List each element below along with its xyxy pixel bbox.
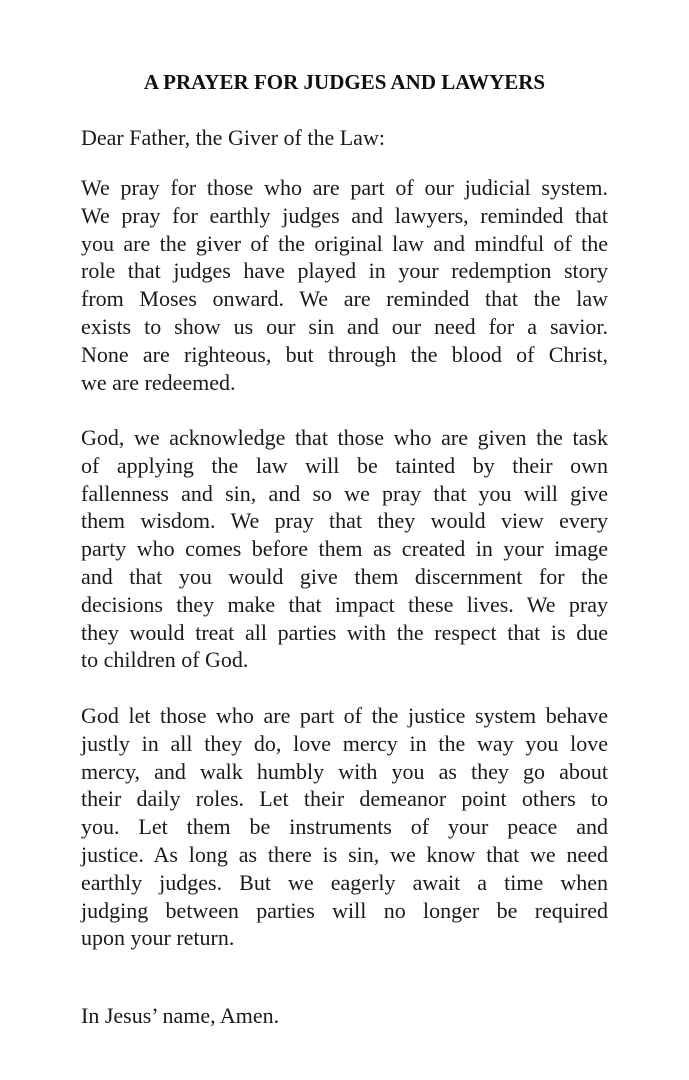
paragraph-line: None are righteous, but through the blood of Christ, [81, 341, 608, 367]
paragraph-line: God let those who are part of the justice system behave [81, 703, 608, 728]
paragraph-line: decisions they make that impact these lives. We pray [81, 591, 608, 617]
paragraph-line: they would treat all parties with the respect that is due [81, 619, 608, 645]
paragraph-line: mercy, and walk humbly with you as they go about [81, 758, 608, 784]
paragraph-line: upon your return. [81, 925, 235, 951]
paragraph-line: and that you would give them discernment for the [81, 563, 608, 589]
paragraph-line: fallenness and sin, and so we pray that you will give [81, 480, 608, 506]
paragraph-line: of applying the law will be tainted by their own [81, 452, 608, 478]
paragraph-line: justly in all they do, love mercy in the way you love [81, 730, 608, 756]
salutation-line: Dear Father, the Giver of the Law: [81, 125, 385, 150]
paragraph-line: justice. As long as there is sin, we know that we need [81, 841, 608, 867]
paragraph-3 [81, 702, 608, 952]
paragraph-line: them wisdom. We pray that they would view every [81, 508, 608, 534]
paragraph-1 [81, 174, 608, 396]
closing [81, 1002, 608, 1030]
paragraph-line: from Moses onward. We are reminded that the law [81, 286, 608, 312]
paragraph-2 [81, 424, 608, 674]
paragraph-line: role that judges have played in your redemption story [81, 258, 608, 284]
paragraph-line: We pray for those who are part of our judicial system. [81, 175, 608, 200]
paragraph-line: their daily roles. Let their demeanor point others to [81, 786, 608, 812]
paragraph-line: We pray for earthly judges and lawyers, reminded that [81, 202, 608, 228]
paragraph-line: to children of God. [81, 647, 249, 673]
salutation [81, 124, 608, 152]
paragraph-line: party who comes before them as created in your image [81, 536, 608, 562]
paragraph-line: judging between parties will no longer be required [81, 897, 608, 923]
closing-line: In Jesus’ name, Amen. [81, 1003, 280, 1028]
paragraph-line: you are the giver of the original law and mindful of the [81, 230, 608, 256]
paragraph-line: we are redeemed. [81, 369, 236, 395]
paragraph-line: exists to show us our sin and our need for a savior. [81, 313, 608, 339]
paragraph-line: God, we acknowledge that those who are given the task [81, 425, 608, 450]
paragraph-line: earthly judges. But we eagerly await a time when [81, 869, 608, 895]
paragraph-line: you. Let them be instruments of your peace and [81, 814, 608, 840]
document-title: A PRAYER FOR JUDGES AND LAWYERS [143, 70, 546, 94]
